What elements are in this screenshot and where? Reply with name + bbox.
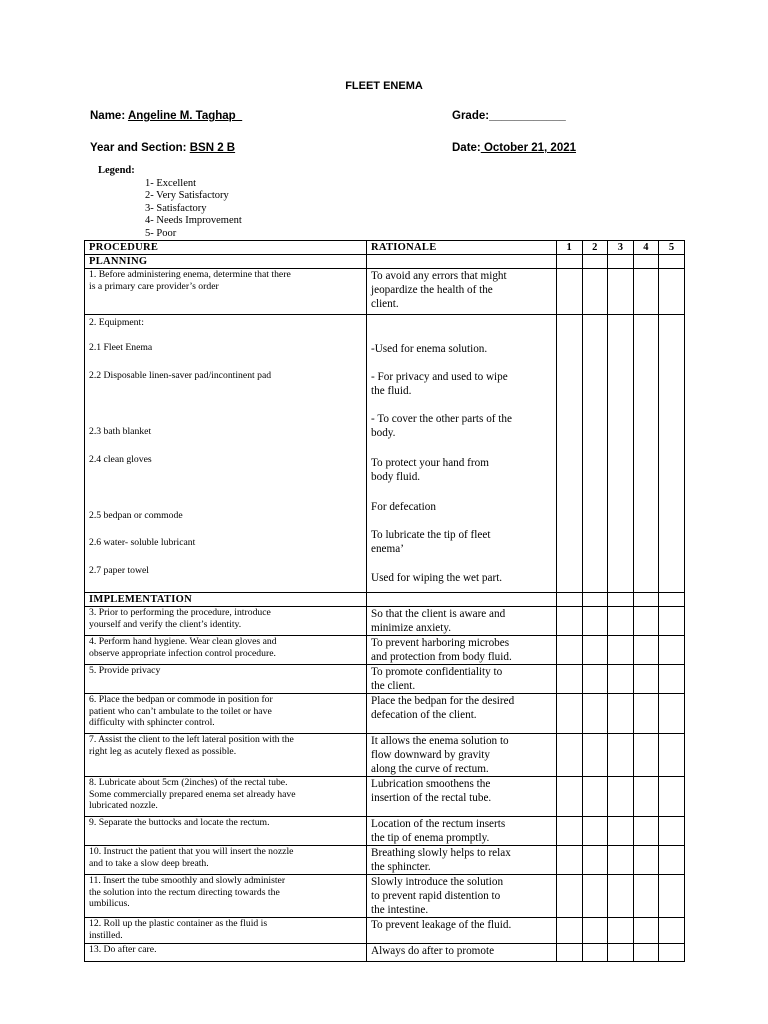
equipment-item: 2.4 clean gloves	[89, 454, 152, 465]
score-cell[interactable]	[633, 255, 659, 269]
equipment-rationale-line: body.	[371, 427, 396, 439]
legend-title: Legend:	[98, 165, 135, 176]
score-cell[interactable]	[582, 593, 608, 607]
score-cell[interactable]	[557, 734, 583, 777]
table-row	[85, 665, 685, 694]
procedure-cell-line: 7. Assist the client to the left lateral position with the	[89, 734, 294, 745]
equipment-rationale-line: the fluid.	[371, 385, 412, 397]
rationale-cell	[367, 817, 557, 846]
rationale-cell	[367, 665, 557, 694]
procedure-cell-line: 8. Lubricate about 5cm (2inches) of the rectal tube.	[89, 777, 288, 788]
score-cell[interactable]	[557, 777, 583, 817]
procedure-cell-line: instilled.	[89, 929, 123, 941]
score-cell[interactable]	[582, 665, 608, 694]
score-cell[interactable]	[608, 918, 634, 944]
score-cell[interactable]	[633, 607, 659, 636]
name-field	[90, 110, 242, 122]
score-cell[interactable]	[557, 694, 583, 734]
score-cell[interactable]	[659, 846, 685, 875]
score-cell[interactable]	[659, 918, 685, 944]
procedure-cell-line: 12. Roll up the plastic container as the fluid is	[89, 918, 268, 929]
rationale-cell-line: Always do after to promote	[371, 945, 495, 957]
procedure-cell-line: yourself and verify the client’s identity.	[89, 618, 242, 630]
score-cell[interactable]	[557, 593, 583, 607]
score-cell[interactable]	[633, 918, 659, 944]
score-cell[interactable]	[633, 777, 659, 817]
score-cell[interactable]	[608, 315, 634, 593]
procedure-cell	[85, 734, 367, 777]
rationale-cell-line: client.	[371, 298, 399, 310]
procedure-cell-line: is a primary care provider’s order	[89, 280, 219, 292]
procedure-cell-line: lubricated nozzle.	[89, 800, 158, 811]
date-value: October 21, 2021	[480, 142, 577, 154]
procedure-cell-line: observe appropriate infection control procedure.	[89, 647, 276, 659]
rationale-cell-line: the intestine.	[371, 904, 429, 916]
section-value: BSN 2 B	[189, 142, 236, 154]
rationale-cell	[367, 777, 557, 817]
score-cell[interactable]	[659, 607, 685, 636]
table-row	[85, 607, 685, 636]
score-cell[interactable]	[557, 846, 583, 875]
equipment-item: 2.1 Fleet Enema	[89, 342, 153, 353]
score-cell[interactable]	[582, 734, 608, 777]
rationale-cell	[367, 846, 557, 875]
equipment-rationale	[371, 500, 436, 514]
score-cell[interactable]	[557, 918, 583, 944]
score-cell[interactable]	[659, 694, 685, 734]
rationale-cell	[367, 607, 557, 636]
equipment-rationale-line: For defecation	[371, 501, 436, 513]
equipment-item: 2.2 Disposable linen-saver pad/incontinent pad	[89, 370, 272, 381]
rationale-cell	[367, 918, 557, 944]
score-cell[interactable]	[633, 734, 659, 777]
score-cell[interactable]	[608, 255, 634, 269]
score-cell[interactable]	[633, 665, 659, 694]
score-cell[interactable]	[608, 694, 634, 734]
score-cell[interactable]	[633, 636, 659, 665]
procedure-cell	[85, 636, 367, 665]
equipment-rationale-line: body fluid.	[371, 471, 421, 483]
rationale-cell-line: flow downward by gravity	[371, 749, 490, 761]
score-cell[interactable]	[659, 255, 685, 269]
score-cell[interactable]	[608, 607, 634, 636]
equipment-rationale	[371, 528, 490, 556]
legend-item: 4- Needs Improvement	[145, 215, 242, 227]
rationale-cell	[367, 269, 557, 315]
table-row	[85, 846, 685, 875]
score-cell[interactable]	[608, 636, 634, 665]
score-cell[interactable]	[582, 269, 608, 315]
equipment-rationale	[371, 342, 487, 356]
procedure-cell-line: 9. Separate the buttocks and locate the rectum.	[89, 817, 270, 828]
score-cell[interactable]	[608, 593, 634, 607]
score-cell[interactable]	[633, 269, 659, 315]
equipment-rationale	[371, 571, 502, 585]
score-cell[interactable]	[633, 593, 659, 607]
rationale-cell-line: To prevent harboring microbes	[371, 637, 510, 649]
equipment-item: 2.3 bath blanket	[89, 426, 152, 437]
score-cell[interactable]	[582, 875, 608, 918]
rationale-cell-line: to prevent rapid distention to	[371, 890, 501, 902]
rationale-cell	[367, 694, 557, 734]
procedure-cell	[85, 607, 367, 636]
equipment-rationale-line: To lubricate the tip of fleet	[371, 529, 491, 541]
rationale-cell	[367, 636, 557, 665]
score-cell[interactable]	[659, 593, 685, 607]
table-row	[85, 817, 685, 846]
section-field	[90, 142, 235, 154]
score-cell[interactable]	[659, 665, 685, 694]
section-row	[85, 255, 685, 269]
score-cell[interactable]	[582, 607, 608, 636]
equipment-rationale	[371, 456, 489, 484]
procedure-header: PROCEDURE	[85, 241, 367, 255]
grade-field	[452, 110, 566, 122]
score-cell[interactable]	[659, 636, 685, 665]
equipment-heading: 2. Equipment:	[89, 317, 144, 328]
rationale-cell	[367, 944, 557, 962]
rationale-cell	[367, 875, 557, 918]
score-header: 5	[659, 241, 685, 255]
score-cell[interactable]	[582, 944, 608, 962]
score-cell[interactable]	[659, 269, 685, 315]
procedure-cell-line: 10. Instruct the patient that you will insert the nozzle	[89, 846, 294, 857]
score-cell[interactable]	[557, 817, 583, 846]
score-cell[interactable]	[659, 734, 685, 777]
score-cell[interactable]	[557, 944, 583, 962]
score-cell[interactable]	[608, 875, 634, 918]
date-label: Date:	[452, 142, 481, 154]
score-cell[interactable]	[633, 846, 659, 875]
procedure-cell-line: difficulty with sphincter control.	[89, 717, 215, 728]
rationale-cell-line: To promote confidentiality to	[371, 666, 503, 678]
score-header: 1	[557, 241, 583, 255]
score-header: 2	[582, 241, 608, 255]
score-header: 3	[608, 241, 634, 255]
equipment-item: 2.6 water- soluble lubricant	[89, 537, 196, 548]
score-cell[interactable]	[659, 875, 685, 918]
score-cell[interactable]	[557, 315, 583, 593]
score-cell[interactable]	[582, 636, 608, 665]
procedure-cell	[85, 918, 367, 944]
procedure-cell	[85, 665, 367, 694]
rationale-header: RATIONALE	[367, 241, 557, 255]
score-cell[interactable]	[582, 918, 608, 944]
procedure-cell-line: 13. Do after care.	[89, 944, 157, 955]
legend-item: 2- Very Satisfactory	[145, 190, 229, 202]
rationale-cell-line: the tip of enema promptly.	[371, 832, 490, 844]
rationale-cell-line: the sphincter.	[371, 861, 431, 873]
legend-item: 3- Satisfactory	[145, 202, 207, 214]
score-cell[interactable]	[659, 777, 685, 817]
section-row	[85, 593, 685, 607]
table-row	[85, 694, 685, 734]
legend	[98, 165, 242, 241]
header-row	[85, 241, 685, 255]
rationale-cell-line: Location of the rectum inserts	[371, 818, 506, 830]
table-row	[85, 636, 685, 665]
rationale-cell-line: and protection from body fluid.	[371, 651, 512, 663]
score-cell[interactable]	[608, 269, 634, 315]
score-cell[interactable]	[557, 255, 583, 269]
score-cell[interactable]	[582, 255, 608, 269]
score-cell[interactable]	[557, 636, 583, 665]
rationale-cell-line: jeopardize the health of the	[371, 284, 493, 296]
score-cell[interactable]	[557, 875, 583, 918]
score-cell[interactable]	[582, 694, 608, 734]
procedure-cell	[85, 846, 367, 875]
procedure-cell-line: the solution into the rectum directing towards the	[89, 886, 280, 898]
legend-item: 1- Excellent	[145, 177, 197, 189]
rationale-cell-line: Lubrication smoothens the	[371, 778, 491, 790]
procedure-cell-line: Some commercially prepared enema set already have	[89, 788, 296, 800]
score-header: 4	[633, 241, 659, 255]
score-cell[interactable]	[633, 315, 659, 593]
equipment-rationale-line: To protect your hand from	[371, 457, 489, 469]
rationale-cell-line: insertion of the rectal tube.	[371, 792, 492, 804]
procedure-cell-line: patient who can’t ambulate to the toilet or have	[89, 705, 272, 717]
score-cell[interactable]	[608, 944, 634, 962]
score-cell[interactable]	[582, 846, 608, 875]
score-cell[interactable]	[582, 315, 608, 593]
score-cell[interactable]	[608, 734, 634, 777]
procedure-cell-line: 1. Before administering enema, determine that there	[89, 269, 291, 280]
score-cell[interactable]	[582, 777, 608, 817]
name-value: Angeline M. Taghap_	[127, 110, 243, 122]
procedure-cell-line: and to take a slow deep breath.	[89, 857, 209, 869]
procedure-cell	[85, 777, 367, 817]
procedure-cell-line: umbilicus.	[89, 898, 130, 909]
rationale-cell-line: Slowly introduce the solution	[371, 876, 504, 888]
rationale-cell-line: the client.	[371, 680, 416, 692]
document-title: FLEET ENEMA	[345, 80, 423, 92]
score-cell[interactable]	[557, 269, 583, 315]
procedure-cell	[85, 817, 367, 846]
equipment-rationale-line: - For privacy and used to wipe	[371, 371, 508, 383]
table-row	[85, 777, 685, 817]
equipment-item: 2.5 bedpan or commode	[89, 510, 183, 521]
procedure-cell	[85, 944, 367, 962]
equipment-item: 2.7 paper towel	[89, 565, 149, 576]
score-cell[interactable]	[659, 944, 685, 962]
equipment-rationale-line: enema’	[371, 543, 404, 555]
rationale-cell	[367, 734, 557, 777]
rationale-cell-line: Breathing slowly helps to relax	[371, 847, 511, 859]
procedure-cell-line: 6. Place the bedpan or commode in position for	[89, 694, 273, 705]
score-cell[interactable]	[633, 817, 659, 846]
section-heading-planning: PLANNING	[85, 255, 367, 269]
score-cell[interactable]	[557, 607, 583, 636]
rationale-cell-line: defecation of the client.	[371, 709, 477, 721]
equipment-rationale	[371, 412, 512, 440]
procedure-cell	[85, 315, 367, 593]
rationale-cell-line: Place the bedpan for the desired	[371, 695, 515, 707]
equipment-rationale-line: Used for wiping the wet part.	[371, 572, 503, 584]
procedure-cell	[85, 875, 367, 918]
rationale-cell-line: along the curve of rectum.	[371, 763, 489, 775]
score-cell[interactable]	[633, 944, 659, 962]
table-row-equipment	[85, 315, 685, 593]
rationale-cell	[367, 315, 557, 593]
procedure-cell-line: 11. Insert the tube smoothly and slowly administer	[89, 875, 286, 886]
procedure-cell	[85, 269, 367, 315]
procedure-cell-line: 3. Prior to performing the procedure, introduce	[89, 607, 271, 618]
grade-label: Grade:	[452, 110, 490, 122]
score-cell[interactable]	[557, 665, 583, 694]
rubric-table	[84, 240, 685, 962]
table-row	[85, 875, 685, 918]
score-cell[interactable]	[633, 875, 659, 918]
legend-item: 5- Poor	[145, 227, 177, 239]
equipment-rationale	[371, 370, 508, 398]
table-row	[85, 918, 685, 944]
score-cell[interactable]	[608, 846, 634, 875]
score-cell[interactable]	[633, 694, 659, 734]
score-cell[interactable]	[582, 817, 608, 846]
equipment-rationale-line: - To cover the other parts of the	[371, 413, 512, 425]
name-label: Name:	[90, 110, 126, 122]
rationale-cell-line: It allows the enema solution to	[371, 735, 509, 747]
score-cell[interactable]	[608, 817, 634, 846]
rationale-cell-line: To avoid any errors that might	[371, 270, 507, 282]
table-row	[85, 734, 685, 777]
score-cell[interactable]	[659, 315, 685, 593]
table-row	[85, 944, 685, 962]
procedure-cell-line: right leg as acutely flexed as possible.	[89, 745, 237, 757]
procedure-cell-line: 5. Provide privacy	[89, 665, 161, 676]
score-cell[interactable]	[608, 777, 634, 817]
score-cell[interactable]	[608, 665, 634, 694]
rationale-cell-line: minimize anxiety.	[371, 622, 452, 634]
procedure-cell-line: 4. Perform hand hygiene. Wear clean gloves and	[89, 636, 277, 647]
rationale-cell-line: So that the client is aware and	[371, 608, 506, 620]
grade-value: ____________	[489, 110, 566, 122]
rationale-cell-line: To prevent leakage of the fluid.	[371, 919, 512, 931]
section-heading-implementation: IMPLEMENTATION	[85, 593, 367, 607]
table-row	[85, 269, 685, 315]
section-label: Year and Section:	[90, 142, 187, 154]
date-field	[452, 142, 576, 154]
score-cell[interactable]	[659, 817, 685, 846]
procedure-cell	[85, 694, 367, 734]
equipment-rationale-line: -Used for enema solution.	[371, 343, 488, 355]
